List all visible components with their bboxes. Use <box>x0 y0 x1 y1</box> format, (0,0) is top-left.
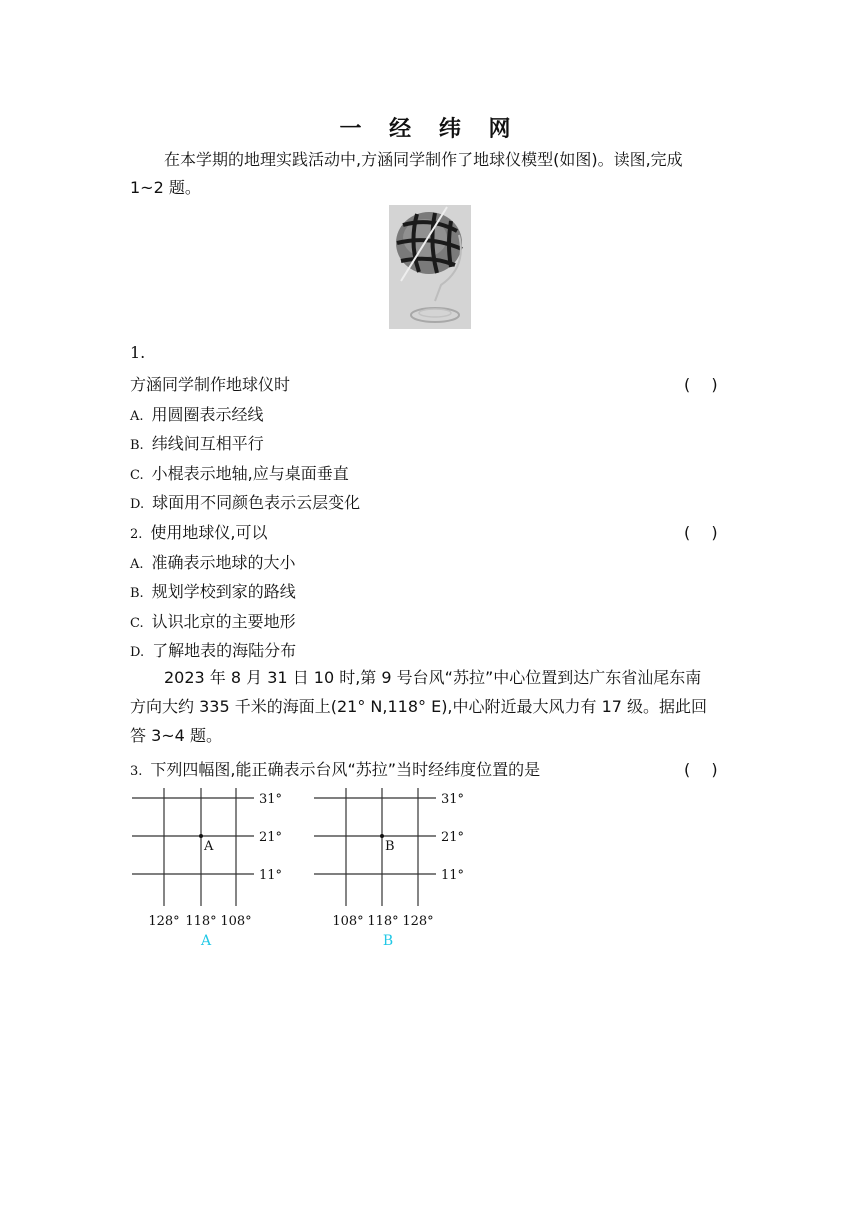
intro-paragraph-1-line-2: 1~2 题。 <box>130 178 201 197</box>
point-label: B <box>385 839 395 854</box>
question-2-option-c: C. 认识北京的主要地形 <box>130 612 296 631</box>
question-2-stem: 2. 使用地球仪,可以 <box>130 523 268 542</box>
intro-paragraph-2-line-1: 2023 年 8 月 31 日 10 时,第 9 号台风“苏拉”中心位置到达广东省汕尾东南 <box>164 668 702 687</box>
typhoon-point <box>199 834 203 838</box>
question-2-answer-blank: ( ) <box>684 523 718 542</box>
longitude-label: 128° <box>402 914 434 929</box>
point-label: A <box>204 839 214 854</box>
question-1-stem: 方涵同学制作地球仪时 <box>130 375 291 394</box>
intro-paragraph-2-line-3: 答 3~4 题。 <box>130 726 222 745</box>
latitude-label: 11° <box>441 868 465 883</box>
question-2-option-d: D. 了解地表的海陆分布 <box>130 641 297 660</box>
question-3-answer-blank: ( ) <box>684 760 718 779</box>
question-2-option-a: A. 准确表示地球的大小 <box>130 553 296 572</box>
intro-paragraph-1-line-1: 在本学期的地理实践活动中,方涵同学制作了地球仪模型(如图)。读图,完成 <box>164 150 683 169</box>
question-3-stem: 3. 下列四幅图,能正确表示台风“苏拉”当时经纬度位置的是 <box>130 760 541 779</box>
question-2-option-b: B. 规划学校到家的路线 <box>130 582 296 601</box>
question-1-option-c: C. 小棍表示地轴,应与桌面垂直 <box>130 464 349 483</box>
globe-model-photo <box>389 205 471 329</box>
latitude-label: 31° <box>259 792 283 807</box>
longitude-label: 118° <box>185 914 217 929</box>
question-1-number: 1. <box>130 343 146 362</box>
intro-paragraph-2-line-2: 方向大约 335 千米的海面上(21° N,118° E),中心附近最大风力有 17 级。据此回 <box>130 697 708 716</box>
figure-caption: A <box>200 933 212 949</box>
question-1-option-a: A. 用圆圈表示经线 <box>130 405 264 424</box>
longitude-label: 108° <box>332 914 364 929</box>
lat-lon-grid-figure-a <box>128 786 288 956</box>
question-1-answer-blank: ( ) <box>684 375 718 394</box>
latitude-label: 31° <box>441 792 465 807</box>
question-1-option-b: B. 纬线间互相平行 <box>130 434 264 453</box>
latitude-label: 21° <box>259 830 283 845</box>
longitude-label: 108° <box>220 914 252 929</box>
question-1-option-d: D. 球面用不同颜色表示云层变化 <box>130 493 361 512</box>
latitude-label: 21° <box>441 830 465 845</box>
longitude-label: 128° <box>148 914 180 929</box>
figure-caption: B <box>382 933 394 949</box>
typhoon-point <box>380 834 384 838</box>
page-title: 一 经 纬 网 <box>339 117 521 142</box>
longitude-label: 118° <box>367 914 399 929</box>
latitude-label: 11° <box>259 868 283 883</box>
lat-lon-grid-figure-b <box>310 786 470 956</box>
